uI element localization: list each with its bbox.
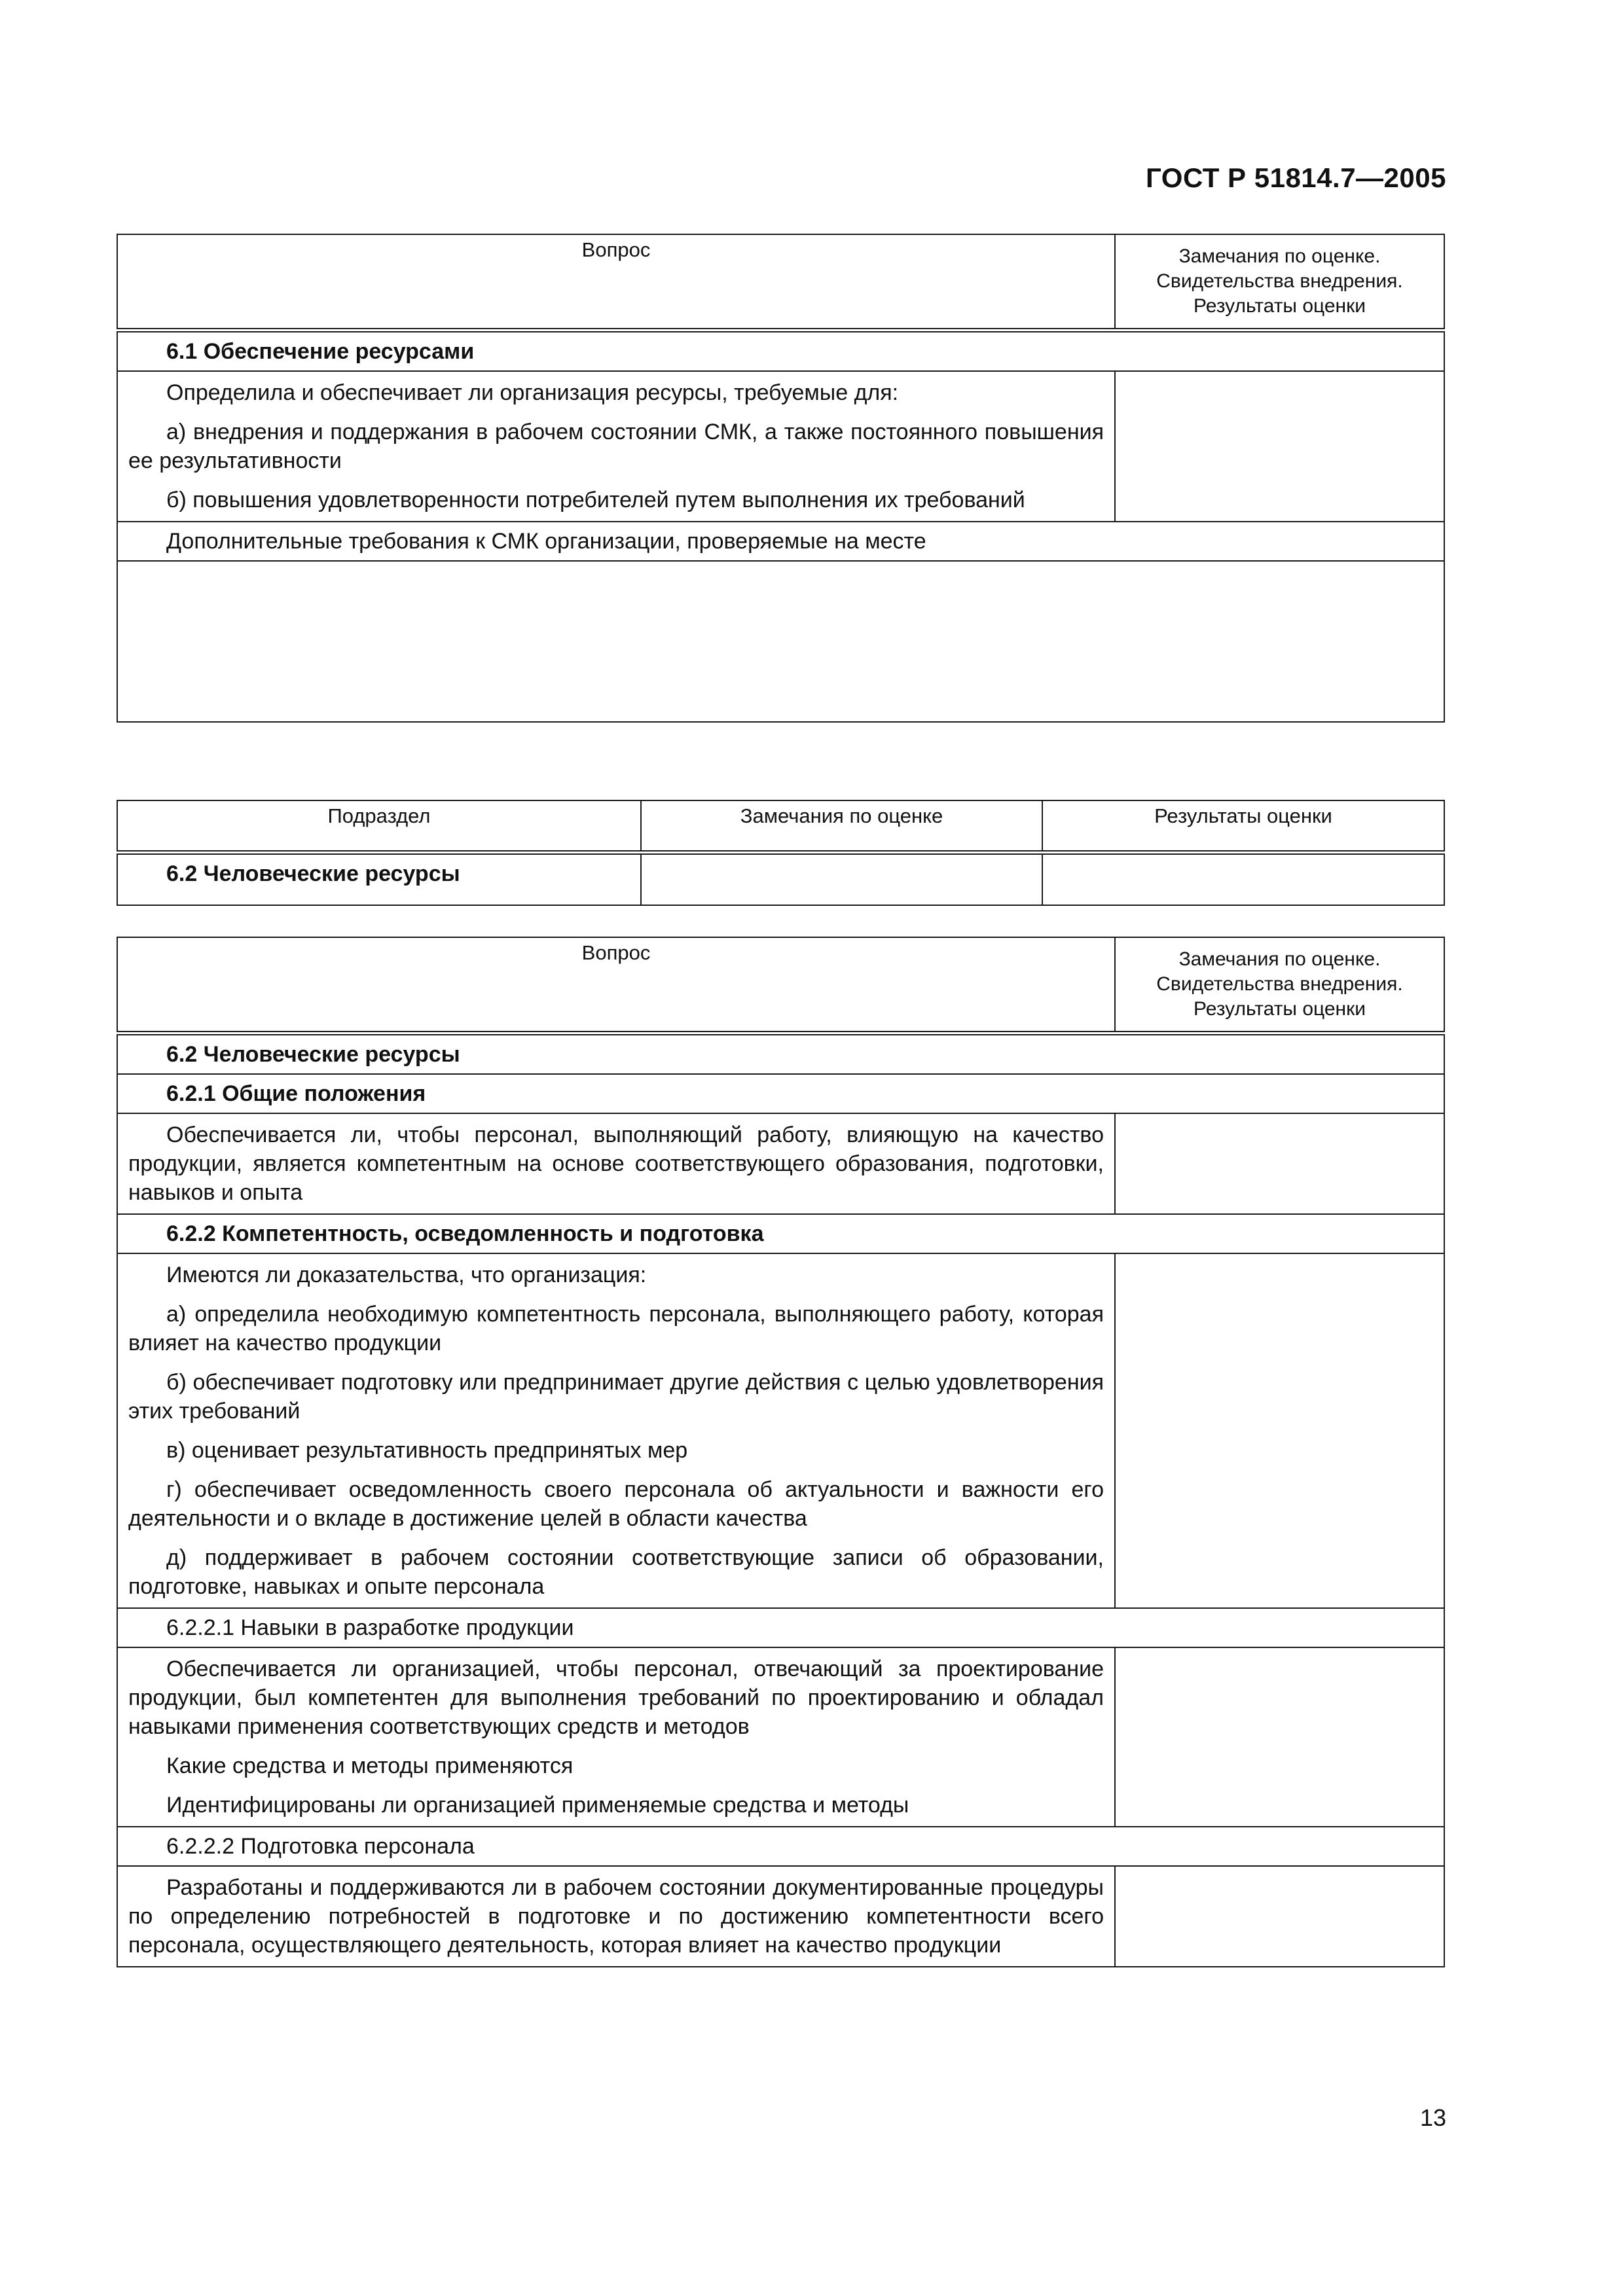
table-subsection-summary xyxy=(117,800,1445,906)
question-cell: Определила и обеспечивает ли организация ресурсы, требуемые для: а) внедрения и поддержания в рабочем состоянии СМК, а также постоянного повышения ее результативности б) повышения удовлетворенности потребителей путем выполнения их требований xyxy=(117,371,1115,522)
answer-cell[interactable] xyxy=(1115,1647,1444,1827)
answer-cell[interactable] xyxy=(1115,1253,1444,1608)
section-row xyxy=(117,331,1444,372)
page-number: 13 xyxy=(1419,2104,1446,2131)
table1-header-row xyxy=(117,234,1444,331)
question-row-621 xyxy=(117,1113,1444,1214)
table-resource-provision xyxy=(117,234,1445,723)
question-row-622 xyxy=(117,1253,1444,1608)
question-row-6222 xyxy=(117,1866,1444,1967)
subsection-title-622: 6.2.2 Компетентность, осведомленность и подготовка xyxy=(117,1214,1444,1253)
table2-header-row xyxy=(117,800,1444,853)
answer-cell[interactable] xyxy=(1115,1113,1444,1214)
column-header-remarks: Замечания по оценке. Свидетельства внедрения. Результаты оценки xyxy=(1115,234,1444,331)
question-cell: Имеются ли доказательства, что организация: а) определила необходимую компетентность персонала, выполняющего работу, которая влияет на качество продукции б) обеспечивает подготовку или предпринимает другие действия с целью удовлетворения этих требований в) оценивает результативность предпринятых мер г) обеспечивает осведомленность своего персонала об актуальности и важности его деятельности и о вкладе в достижение целей в области качества д) поддерживает в рабочем состоянии соответствующие записи об образовании, подготовке, навыках и опыте персонала xyxy=(117,1253,1115,1608)
question-cell: Обеспечивается ли, чтобы персонал, выполняющий работу, влияющую на качество продукции, является компетентным на основе соответствующего образования, подготовки, навыков и опыта xyxy=(117,1113,1115,1214)
column-header-remarks: Замечания по оценке. Свидетельства внедрения. Результаты оценки xyxy=(1115,937,1444,1033)
subsection-row-622 xyxy=(117,1214,1444,1253)
answer-cell[interactable] xyxy=(1115,1866,1444,1967)
subsection-row-6221 xyxy=(117,1608,1444,1647)
additional-requirements-row xyxy=(117,522,1444,561)
subsection-row-6222 xyxy=(117,1827,1444,1866)
table-human-resources xyxy=(117,937,1445,1967)
results-cell[interactable] xyxy=(1042,853,1444,906)
blank-row xyxy=(117,561,1444,722)
document-code: ГОСТ Р 51814.7—2005 xyxy=(1146,162,1446,193)
section-row xyxy=(117,1033,1444,1075)
column-header-subsection: Подраздел xyxy=(117,800,641,853)
subsection-title-6222: 6.2.2.2 Подготовка персонала xyxy=(117,1827,1444,1866)
answer-cell[interactable] xyxy=(1115,371,1444,522)
column-header-remarks: Замечания по оценке xyxy=(641,800,1042,853)
table3-header-row xyxy=(117,937,1444,1033)
subsection-title-6221: 6.2.2.1 Навыки в разработке продукции xyxy=(117,1608,1444,1647)
column-header-results: Результаты оценки xyxy=(1042,800,1444,853)
subsection-row xyxy=(117,853,1444,906)
remarks-cell[interactable] xyxy=(641,853,1042,906)
additional-requirements-entry[interactable] xyxy=(117,561,1444,722)
question-cell: Обеспечивается ли организацией, чтобы персонал, отвечающий за проектирование продукции, был компетентен для выполнения требований по проектированию и обладал навыками применения соответствующих средств и методов Какие средства и методы применяются Идентифицированы ли организацией применяемые средства и методы xyxy=(117,1647,1115,1827)
subsection-title-621: 6.2.1 Общие положения xyxy=(117,1074,1444,1113)
column-header-question: Вопрос xyxy=(117,234,1115,331)
question-row xyxy=(117,371,1444,522)
question-cell: Разработаны и поддерживаются ли в рабочем состоянии документированные процедуры по определению потребностей в подготовке и по достижению компетентности всего персонала, осуществляющего деятельность, которая влияет на качество продукции xyxy=(117,1866,1115,1967)
section-title: 6.1 Обеспечение ресурсами xyxy=(117,331,1444,372)
additional-requirements-label: Дополнительные требования к СМК организации, проверяемые на месте xyxy=(117,522,1444,561)
question-row-6221 xyxy=(117,1647,1444,1827)
section-title: 6.2 Человеческие ресурсы xyxy=(117,1033,1444,1075)
subsection-title: 6.2 Человеческие ресурсы xyxy=(117,853,641,906)
column-header-question: Вопрос xyxy=(117,937,1115,1033)
subsection-row-621 xyxy=(117,1074,1444,1113)
